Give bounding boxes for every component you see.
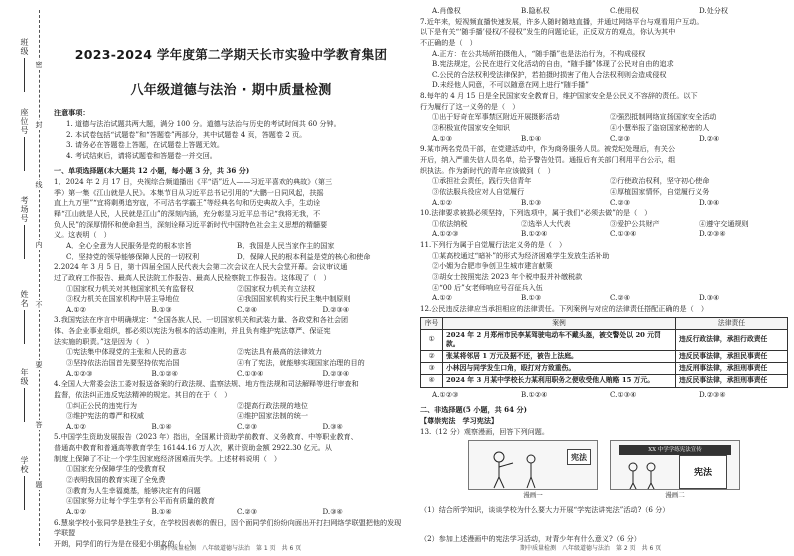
q9-line: 开后，纳入严重失信人员名单，给予警告处罚。通报后有关部门利用平台公示，组 (420, 154, 676, 164)
question-5 (54, 432, 408, 517)
q6-line: 开朗，同学们的行为是在侵犯小朋友的（ ） (54, 538, 196, 548)
q2-option-d[interactable]: D.②③④ (322, 304, 350, 314)
cartoon-1-caption: 漫画一 (523, 491, 543, 500)
q1-option-b[interactable]: B．我国是人民当家作主的国家 (237, 240, 335, 250)
q5-option-b[interactable]: B.①④ (151, 506, 172, 516)
grade-field[interactable] (6, 368, 28, 422)
seal-word: 要 (32, 360, 46, 370)
name-label: 姓名 (20, 290, 29, 308)
q7-option-a[interactable]: A.正方：在公共场所拍摄他人，“随手播”也是法治行为，不构成侵权 (432, 48, 646, 58)
exam-room-label: 考场号 (20, 196, 29, 223)
q7-line: 不正确的是（ ） (420, 37, 477, 47)
q5-item: ④国家努力让每个学生享有公平而有质量的教育 (66, 496, 215, 506)
q3-item: ②宪法具有最高的法律效力 (237, 347, 323, 357)
question-12 (420, 304, 788, 400)
table-cell: 小林因与同学发生口角，殴打对方致重伤。 (443, 363, 676, 375)
q2-item: ③权力机关在国家机构中居主导地位 (66, 294, 180, 304)
q7-option-d[interactable]: D.未经他人同意，不可以随意在网上进行“随手播” (432, 80, 589, 90)
q3-line: 3.我国宪法在序言中明确规定：“全国各族人民、一切国家机关和武装力量、各政党和各社会团 (54, 315, 349, 325)
q10-option-a[interactable]: A.①②③ (432, 229, 459, 239)
q4-option-a[interactable]: A.①② (66, 421, 87, 431)
q6-options (420, 6, 788, 17)
q1-option-a[interactable]: A．全心全意为人民服务是党的根本宗旨 (66, 240, 192, 250)
q5-line: 制度上保障了不让一个学生因家庭经济困难而失学。上述材料说明（ ） (54, 453, 281, 463)
q7-option-c[interactable]: C.公民的合法权利受法律保护，若拍摄时损害了他人合法权利则会造成侵权 (432, 69, 667, 79)
cartoon-2-constitution-wall: 宪法 (679, 455, 727, 489)
school-field[interactable] (6, 456, 28, 510)
q9-option-b[interactable]: B.①③ (521, 197, 542, 207)
note-line: 4. 考试结束后，请将试题卷和答题卷一并交回。 (66, 150, 217, 160)
table-header: 案例 (443, 317, 676, 329)
q12-option-b[interactable]: B.①②④ (521, 389, 548, 399)
q1-line: 直上九万里”“宜将剩勇追穷寇，不可沽名学霸王”等经典名句和历史典故入手，生动诠 (54, 198, 321, 208)
table-header: 法律责任 (676, 317, 788, 329)
q5-line: 5.中国学生资助发展报告（2023 年）指出，全国累计资助学前教育、义务教育、中等职业教育、 (54, 432, 358, 442)
table-row (421, 329, 788, 350)
q2-item: ②国家权力机关有立法权 (237, 283, 316, 293)
seat-field[interactable] (6, 108, 28, 171)
q3-option-c[interactable]: C.①③④ (237, 368, 264, 378)
q10-line: 10.法律要求被损必须坚持，下列选项中，属于我们“必须去做”的是（ ） (420, 208, 652, 218)
q5-item: ③教育为人生幸福奠基，能够决定有的问题 (66, 485, 201, 495)
q11-line: 11.下列行为属于自觉履行法定义务的是（ ） (420, 240, 567, 250)
table-cell: 违反刑事法律，承担刑事责任 (676, 363, 788, 375)
question-2 (54, 262, 408, 315)
q1-line: 义。这表明（ ） (54, 230, 111, 240)
q2-line: 2.2024 年 3 月 5 日，第十四届全国人民代表大会第二次会议在人民大会堂开幕。会议审议通 (54, 262, 348, 272)
page-footer-2: 期中质量检测 八年级道德与法治 第 2 页 共 6 页 (520, 545, 662, 552)
q9-item: ③依法服兵役应对人自觉履行 (432, 186, 525, 196)
q5-option-d[interactable]: D.③④ (322, 506, 343, 516)
q8-line: 行为履行了这一义务的是（ ） (420, 101, 520, 111)
q7-option-b[interactable]: B.宪法规定，公民在进行文化活动的自由，“随手播”体现了公民对自由的追求 (432, 59, 674, 69)
q12-option-d[interactable]: D.②③④ (699, 389, 726, 399)
table-cell: ② (421, 351, 443, 363)
school-label: 学校 (20, 456, 29, 474)
q9-line: 9.某市两名党员干部，在党建活动中，作为商务服务人员。被党纪处理后，有关公 (420, 144, 676, 154)
q2-item: ④我国国家机构实行民主集中制原则 (237, 294, 351, 304)
q11-item: ③胡女士按照宪法 2023 年个税申报并补缴税款 (432, 272, 583, 282)
q4-option-d[interactable]: D.③④ (322, 421, 343, 431)
q2-option-a[interactable]: A.①② (66, 304, 87, 314)
table-cell: 违反行政法律，承担行政责任 (676, 329, 788, 350)
table-row (421, 363, 788, 375)
exam-page-1 (54, 6, 408, 550)
q8-line: 8.每年的 4 月 15 日是全民国家安全教育日，维护国家安全是公民义不容辞的责任。以下 (420, 91, 698, 101)
binding-strip (0, 0, 50, 556)
seal-word: 密 (32, 60, 46, 70)
seal-word: 线 (32, 180, 46, 190)
note-line: 1. 道德与法治试题共两大题，满分 100 分。道德与法治与历史的考试时间共 60 分钟。 (66, 118, 341, 128)
q3-line: 法实施的职责。”这是因为（ ） (54, 336, 154, 346)
question-3 (54, 315, 408, 379)
q3-line: 体、各企业事业组织，都必须以宪法为根本的活动准则，并且负有维护宪法尊严、保证宪 (54, 326, 331, 336)
table-cell: ③ (421, 363, 443, 375)
class-field[interactable] (6, 38, 28, 92)
note-line: 2. 本试卷包括“试题卷”和“答题卷”两部分，其中试题卷 4 页，答题卷 2 页。 (66, 129, 307, 139)
q9-option-c[interactable]: C.②③ (610, 197, 631, 207)
q10-item: ①依法纳税 (432, 218, 468, 228)
q10-option-b[interactable]: B.①②④ (521, 229, 548, 239)
table-cell: 违反民事法律，承担民事责任 (676, 351, 788, 363)
q11-option-d[interactable]: D.③④ (699, 293, 720, 303)
table-cell: ① (421, 329, 443, 350)
grade-label: 年级 (20, 368, 29, 386)
section2-heading: 二、非选择题(5 小题，共 64 分) (420, 405, 527, 415)
seal-word: 答 (32, 420, 46, 430)
cartoon-2-caption: 漫画二 (665, 491, 685, 500)
seal-word: 不 (32, 300, 46, 310)
exam-room-field[interactable] (6, 196, 28, 259)
theme-heading: 【尊崇宪法 学习宪法】 (420, 415, 499, 425)
q11-item: ④“00 后”女老师响应号召征兵入伍 (432, 282, 543, 292)
notes-heading: 注意事项： (54, 108, 90, 118)
q6-option-c[interactable]: C.使用权 (610, 6, 639, 15)
q4-item: ③维护宪法的尊严和权威 (66, 411, 145, 421)
seal-word: 内 (32, 240, 46, 250)
cartoon-2 (610, 440, 740, 501)
q10-item: ③爱护公共财产 (610, 218, 660, 228)
table-row (421, 351, 788, 363)
exam-title-line2: 八年级道德与法治 · 期中质量检测 (130, 82, 332, 98)
q1-line: 负人民”的深厚情怀和使命担当，深刻诠释习近平新时代中国特色社会主义思想的精髓要 (54, 219, 328, 229)
cartoon-row (420, 440, 788, 501)
q11-item: ②小媚为合肥市争创卫生城市建言献策 (432, 261, 553, 271)
q2-option-c[interactable]: C.②④ (237, 304, 258, 314)
q9-item: ④厚植国家情怀，自觉履行义务 (610, 186, 710, 196)
q6-line: 6.慧泉学校小张同学是独生子女，在学校因表彰的假日，因个面同学们纷纷向面出开打扫网络学联盟把他的发现学联盟 (54, 517, 402, 538)
q3-option-a[interactable]: A.①②③ (66, 368, 93, 378)
cartoon-2-image (610, 440, 740, 490)
question-1 (54, 177, 408, 262)
q4-line: 4.全国人大常委会法工委对报送备案的行政法规、监察法规、地方性法规和司法解释等进行审查和 (54, 379, 359, 389)
q10-option-c[interactable]: C.①③④ (610, 229, 637, 239)
table-cell: ④ (421, 375, 443, 387)
q2-item: ①国家权力机关对其他国家机关有监督权 (66, 283, 194, 293)
q1-line: 季）第一集《江山就是人民》。本集节目从习近平总书记引用的“大鹏一日同风起，扶摇 (54, 187, 324, 197)
seat-label: 座位号 (20, 108, 29, 135)
q2-option-b[interactable]: B.①③ (151, 304, 172, 314)
q6-option-b[interactable]: B.隐私权 (521, 6, 550, 15)
question-7 (420, 17, 788, 91)
question-10 (420, 208, 788, 240)
q11-option-c[interactable]: C.②④ (610, 293, 631, 303)
q4-item: ①纠正公民的违宪行为 (66, 400, 137, 410)
q12-option-a[interactable]: A.①②③ (432, 389, 459, 399)
q9-line: 织执法。作为新时代的青年应该做到（ ） (420, 165, 555, 175)
q11-option-b[interactable]: B.①③ (521, 293, 542, 303)
q3-option-b[interactable]: B.①②④ (151, 368, 179, 378)
q12-option-c[interactable]: C.①③④ (610, 389, 637, 399)
table-row (421, 375, 788, 387)
section1-heading: 一、单项选择题(本大题共 12 小题，每小题 3 分，共 36 分) (54, 166, 250, 176)
q1-option-d[interactable]: D．保障人民的根本利益是党的核心和使命 (237, 251, 371, 261)
question-9 (420, 144, 788, 208)
q6-option-d[interactable]: D.处分权 (699, 6, 728, 15)
q10-item: ②选举人大代表 (521, 218, 571, 228)
q11-item: ①某高校通过“暗补”的形式为经济困难学生发放生活补助 (432, 250, 610, 260)
question-4 (54, 379, 408, 432)
q9-item: ②行使政治权利，坚守初心使命 (610, 176, 710, 186)
q10-option-d[interactable]: D.②③④ (699, 229, 726, 239)
q3-item: ①宪法集中体现党的主张和人民的意志 (66, 347, 187, 357)
table-header-row (421, 317, 788, 329)
q7-line: 以下是有关“‘随手播’侵权/不侵权”发生的问题论证，正反双方的观点，你认为其中 (420, 27, 676, 37)
q8-option-c[interactable]: C.②③ (610, 133, 631, 143)
q1-option-c[interactable]: C．坚持党的领导能够保障人民的一切权利 (66, 251, 200, 261)
notes-section (54, 108, 408, 161)
case-table (420, 317, 788, 388)
exam-title-line1: 2023-2024 学年度第二学期天长市实验中学教育集团 (74, 47, 388, 62)
note-line: 3. 请务必在答题卷上答题，在试题卷上答题无效。 (66, 140, 224, 150)
q8-item: ②强烈抵制网络宣扬国家安全活动 (610, 112, 717, 122)
table-cell: 张某将邻居 1 万元及据不还，被告上法庭。 (443, 351, 676, 363)
q5-option-a[interactable]: A.①② (66, 506, 87, 516)
cartoon-1 (468, 440, 598, 501)
q8-item: ③积极宣传国家安全知识 (432, 123, 511, 133)
seal-line (39, 10, 40, 546)
table-cell: 2024 年 2 月郑州市民李某驾驶电动车不戴头盔，被交警处以 20 元罚款。 (443, 329, 676, 350)
seal-word: 封 (32, 120, 46, 130)
class-label: 班级 (20, 38, 29, 56)
q8-item: ④小慧举报了盗窃国家秘密的人 (610, 123, 710, 133)
q11-option-a[interactable]: A.①② (432, 293, 453, 303)
cartoon-1-image (468, 440, 598, 490)
q13-part2: （2）参加上述漫画中的宪法学习活动，对青少年有什么意义?（6 分） (420, 533, 641, 543)
q13-part1: （1）结合所学知识，谈谈学校为什么要大力开展“学宪法讲宪法”活动?（6 分） (420, 504, 670, 514)
name-field[interactable] (6, 290, 28, 344)
q8-item: ①出于好奇在军事禁区附近开展摄影活动 (432, 112, 560, 122)
q1-line: 1．2024 年 2 月 17 日，央视综合频道播出《平“语”近人——习近平喜欢的典故》（第三 (54, 177, 333, 187)
q12-line: 12.公民违反法律应当承担相应的法律责任。下列案例与对应的法律责任搭配正确的是（ ） (420, 303, 708, 313)
q3-item: ③坚持依法治国首先要坚持依宪治国 (66, 357, 180, 367)
q3-option-d[interactable]: D.②③④ (322, 368, 350, 378)
q8-option-d[interactable]: D.②④ (699, 133, 720, 143)
q13-prompt: 13.（12 分）观察漫画，回答下列问题。 (420, 426, 549, 436)
q4-item: ④维护国家法制的统一 (237, 411, 308, 421)
question-8 (420, 91, 788, 144)
q10-item: ④遵守交通规则 (699, 218, 749, 228)
q4-option-b[interactable]: B.①④ (151, 421, 172, 431)
q8-option-b[interactable]: B.①④ (521, 133, 542, 143)
page-footer-1: 期中质量检测 八年级道德与法治 第 1 页 共 6 页 (160, 545, 302, 552)
table-cell: 违反民事法律，承担刑事责任 (676, 375, 788, 387)
q4-item: ②提高行政法规的地位 (237, 400, 308, 410)
q9-item: ①承担社会责任，践行失信青年 (432, 176, 532, 186)
cartoon-2-banner: XX 中学学练宪法宣传 (619, 445, 731, 455)
q5-option-c[interactable]: C.②③ (237, 506, 258, 516)
q1-line: 释“江山就是人民，人民就是江山”的深刻内涵，充分彰显习近平总书记“我将无我，不 (54, 209, 321, 219)
cartoon-1-constitution-book: 宪法 (567, 449, 591, 465)
q4-option-c[interactable]: C.②③ (237, 421, 258, 431)
q6-option-a[interactable]: A.肖像权 (432, 6, 461, 15)
q5-item: ①国家充分保障学生的受教育权 (66, 464, 166, 474)
seal-word: 题 (32, 480, 46, 490)
q4-line: 监督，依法纠正违反宪法精神的规定。其目的在于（ ） (54, 389, 232, 399)
q7-line: 7.近年来，短视频直播快速发展，许多人随时随地直播，并通过网络平台与观看用户互动。 (420, 16, 704, 26)
q3-item: ④有了宪法，就能够实现国家治理的目的 (237, 357, 365, 367)
q9-option-a[interactable]: A.①② (432, 197, 453, 207)
exam-page-2 (420, 6, 788, 544)
q8-option-a[interactable]: A.①③ (432, 133, 453, 143)
q9-option-d[interactable]: D.③④ (699, 197, 720, 207)
q2-line: 过了政府工作报告、最高人民法院工作报告、最高人民检察院工作报告。这体现了（ ） (54, 272, 331, 282)
table-cell: 2024 年 3 月某中学校长力某利用职务之便收受他人贿赂 15 万元。 (443, 375, 676, 387)
q5-item: ②表明我国的教育实现了全免费 (66, 475, 166, 485)
q5-line: 普通高中教育和普通高等教育学生 16144.16 万人次，累计资助金额 2922.30 亿元。从 (54, 443, 332, 453)
question-11 (420, 240, 788, 304)
table-header: 序号 (421, 317, 443, 329)
